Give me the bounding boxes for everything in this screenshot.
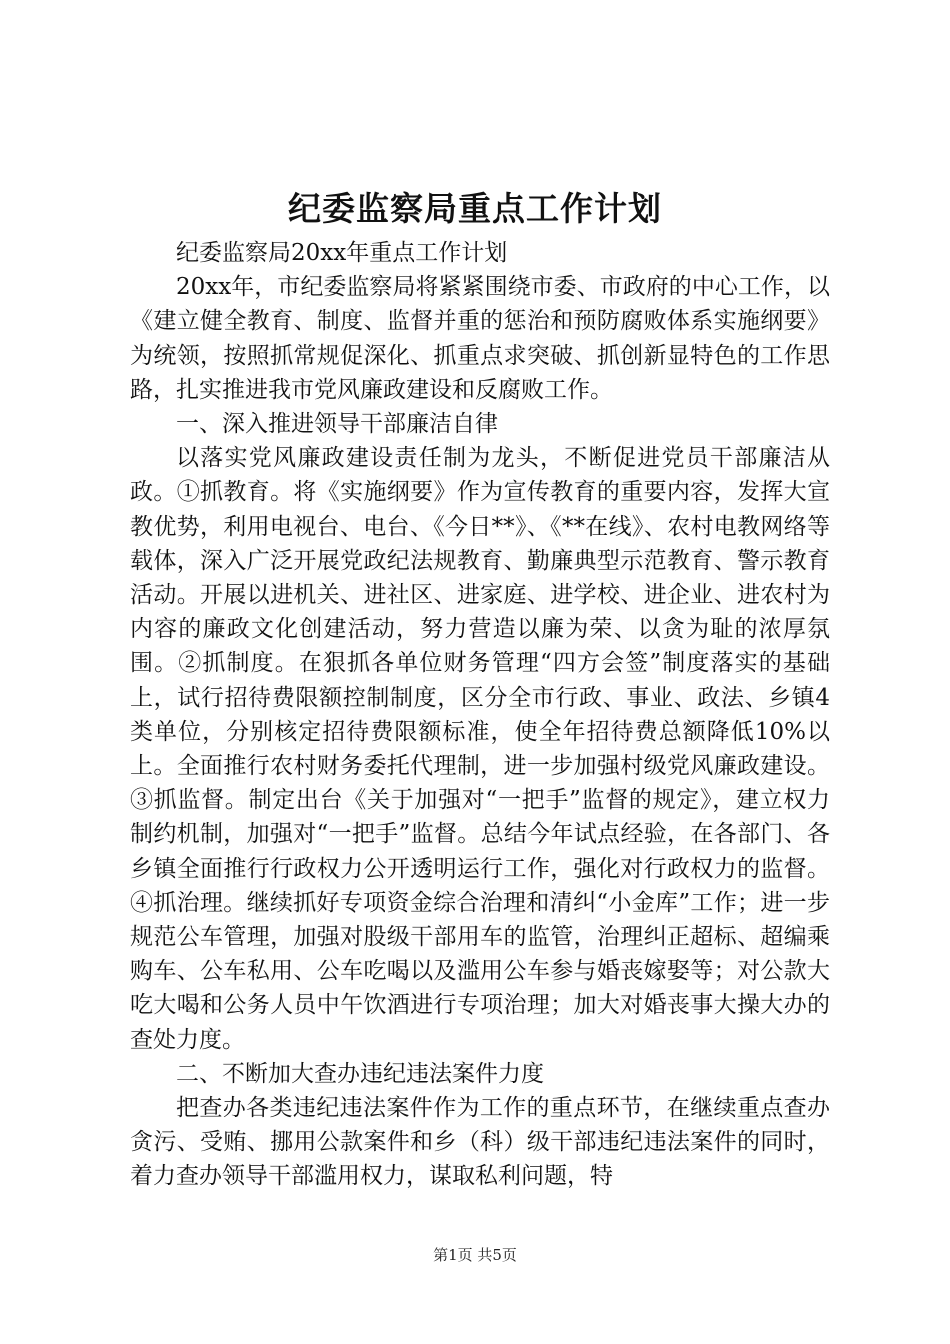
body-paragraph: 以落实党风廉政建设责任制为龙头，不断促进党员干部廉洁从政。①抓教育。将《实施纲要》作为宣传教育的重要内容，发挥大宣教优势，利用电视台、电台、《今日**》、《**在线》、农村电教网络等载体，深入广泛开展党政纪法规教育、勤廉典型示范教育、警示教育活动。开展以进机关、进社区、进家庭、进学校、进企业、进农村为内容的廉政文化创建活动，努力营造以廉为荣、以贪为耻的浓厚氛围。②抓制度。在狠抓各单位财务管理“四方会签”制度落实的基础上，试行招待费限额控制制度，区分全市行政、事业、政法、乡镇4类单位，分别核定招待费限额标准，使全年招待费总额降低10%以上。全面推行农村财务委托代理制，进一步加强村级党风廉政建设。③抓监督。制定出台《关于加强对“一把手”监督的规定》，建立权力制约机制，加强对“一把手”监督。总结今年试点经验，在各部门、各乡镇全面推行行政权力公开透明运行工作，强化对行政权力的监督。④抓治理。继续抓好专项资金综合治理和清纠“小金库”工作；进一步规范公车管理，加强对股级干部用车的监管，治理纠正超标、超编乘购车、公车私用、公车吃喝以及滥用公车参与婚丧嫁娶等；对公款大吃大喝和公务人员中午饮酒进行专项治理；加大对婚丧事大操大办的查处力度。 [130,445,830,1053]
body-paragraph: 20xx年，市纪委监察局将紧紧围绕市委、市政府的中心工作，以《建立健全教育、制度、监督并重的惩治和预防腐败体系实施纲要》为统领，按照抓常规促深化、抓重点求突破、抓创新显特色的工作思路，扎实推进我市党风廉政建设和反腐败工作。 [130,274,830,403]
section-heading: 一、深入推进领导干部廉洁自律 [176,411,498,438]
page-number-footer: 第1页 共5页 [433,1246,517,1264]
document-title: 纪委监察局重点工作计划 [288,189,662,228]
document-body [130,236,830,1194]
body-paragraph: 纪委监察局20xx年重点工作计划 [176,240,508,266]
body-paragraph: 把查办各类违纪违法案件作为工作的重点环节，在继续重点查办贪污、受贿、挪用公款案件和乡（科）级干部违纪违法案件的同时，着力查办领导干部滥用权力，谋取私利问题，特 [130,1095,830,1190]
section-heading: 二、不断加大查办违纪违法案件力度 [176,1060,544,1087]
